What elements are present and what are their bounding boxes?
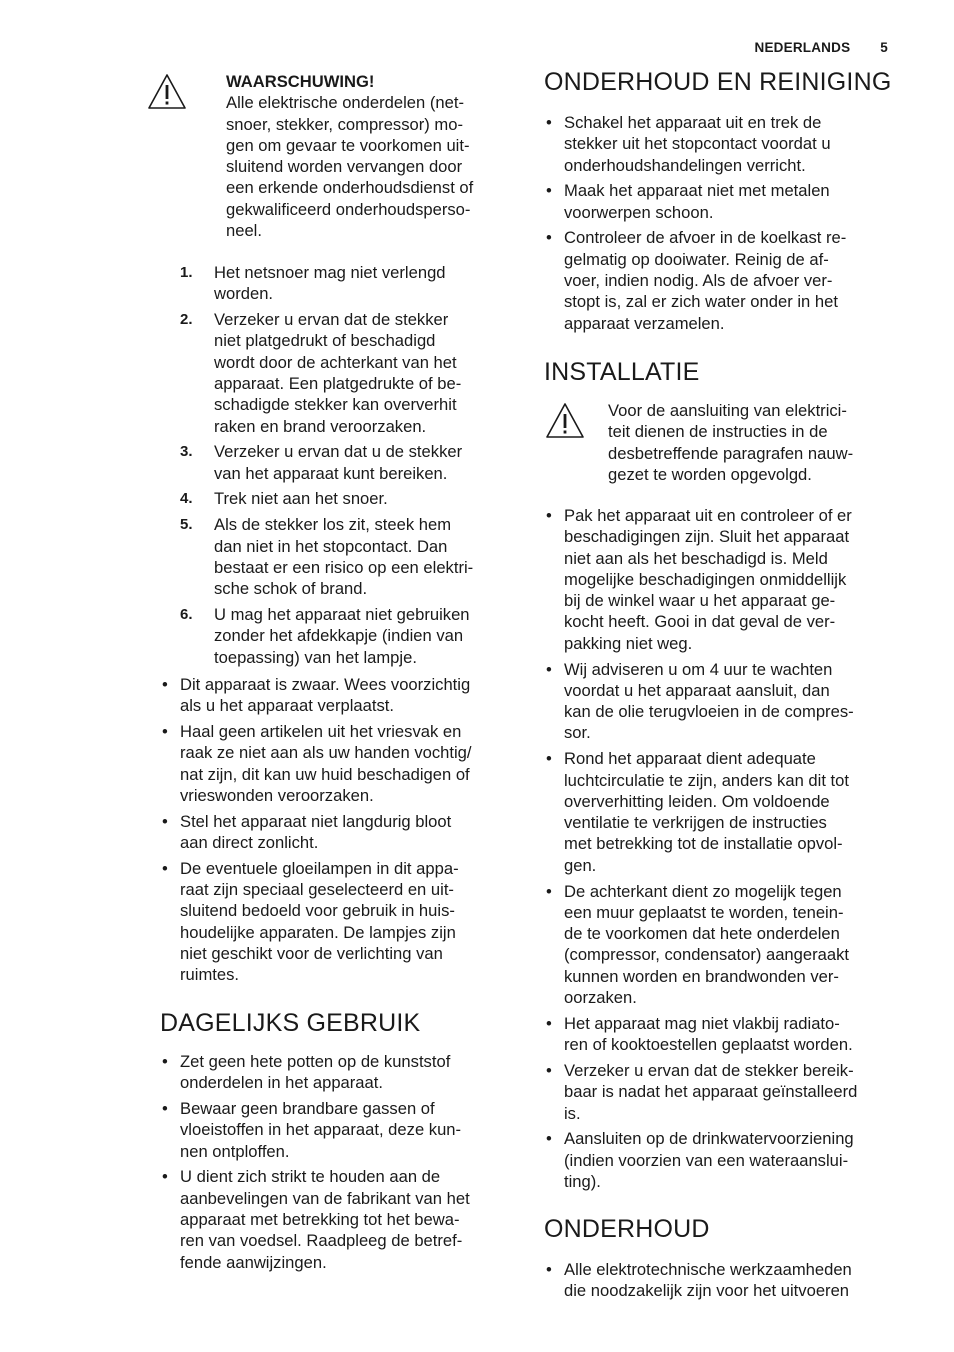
warning-text: [608, 400, 898, 485]
bullet-line: (compressor, condensator) aangeraakt: [564, 945, 850, 965]
warning-line: teit dienen de instructies in de: [608, 422, 828, 442]
warning-text: [226, 71, 526, 241]
item-number: 6.: [180, 605, 193, 623]
warning-title: WAARSCHUWING!: [226, 72, 375, 91]
bullet-line: een muur geplaatst te worden, tenein-: [564, 902, 844, 922]
bullet-item: [160, 858, 512, 986]
bullet-line: • Maak het apparaat niet met metalen: [564, 181, 830, 201]
bullet-line: • Dit apparaat is zwaar. Wees voorzichtig: [180, 675, 471, 694]
item-line: zonder het afdekkapje (indien van: [214, 626, 464, 646]
bullet-line: sor.: [564, 723, 591, 743]
item-line: worden.: [214, 284, 274, 304]
bullet-line: ren van voedsel. Raadpleeg de betref-: [180, 1231, 463, 1251]
bullet-line: • Alle elektrotechnische werkzaamheden: [564, 1260, 852, 1279]
bullet-item: [160, 721, 512, 806]
bullet-line: • Wij adviseren u om 4 uur te wachten: [564, 659, 833, 679]
bullet-line: vloeistoffen in het apparaat, deze kun-: [180, 1120, 462, 1140]
bullet-line: • Verzeker u ervan dat de stekker bereik-: [564, 1060, 854, 1080]
bullet-line: • Het apparaat mag niet vlakbij radiato-: [564, 1013, 840, 1033]
bullet-line: aanbevelingen van de fabrikant van het: [180, 1188, 470, 1208]
bullet-line: onderhoudshandelingen verricht.: [564, 155, 806, 175]
warning-line: gen om gevaar te voorkomen uit-: [226, 135, 470, 155]
warning-line: sluitend worden vervangen door: [226, 157, 463, 177]
item-number: 5.: [180, 516, 193, 534]
bullet-item: [160, 1098, 512, 1162]
warning-line: Alle elektrische onderdelen (net-: [226, 93, 464, 113]
warning-line: desbetreffende paragrafen nauw-: [608, 443, 854, 463]
bullet-line: vrieswonden veroorzaken.: [180, 785, 374, 805]
item-line: Verzeker u ervan dat de stekker: [214, 310, 449, 330]
bullet-item: [544, 1060, 900, 1124]
section-heading-onderhoud: ONDERHOUD: [544, 1215, 710, 1243]
item-number: 1.: [180, 264, 193, 281]
bullet-item: [544, 659, 900, 744]
bullet-line: gen.: [564, 855, 597, 875]
numbered-item: [180, 488, 510, 509]
bullet-line: • Controleer de afvoer in de koelkast re-: [564, 228, 847, 248]
item-number: 4.: [180, 490, 193, 508]
numbered-item: [180, 441, 510, 484]
bullet-line: aan direct zonlicht.: [180, 833, 319, 853]
bullet-item: [544, 1013, 900, 1056]
warning-line: neel.: [226, 221, 262, 241]
item-line: niet platgedrukt of beschadigd: [214, 331, 436, 351]
installatie-bullet-list: [544, 505, 900, 1197]
dagelijks-bullet-list: [160, 1051, 512, 1277]
item-line: bestaat er een risico op een elektri-: [214, 557, 474, 577]
warning-line: snoer, stekker, compressor) mo-: [226, 114, 463, 134]
bullet-line: gelmatig op dooiwater. Reinig de af-: [564, 249, 829, 269]
item-number: 3.: [180, 443, 193, 461]
numbered-item: [180, 262, 510, 305]
bullet-line: • Schakel het apparaat uit en trek de: [564, 113, 822, 132]
item-line: Het netsnoer mag niet verlengd: [214, 263, 446, 282]
bullet-line: • De eventuele gloeilampen in dit appa-: [180, 858, 459, 878]
item-line: schadigde stekker kan oververhit: [214, 395, 457, 415]
item-line: toepassing) van het lampje.: [214, 647, 417, 667]
bullet-line: • Pak het apparaat uit en controleer of er: [564, 506, 852, 525]
bullet-line: de te voorkomen dat hete onderdelen: [564, 924, 840, 944]
item-line: U mag het apparaat niet gebruiken: [214, 604, 470, 624]
item-line: dan niet in het stopcontact. Dan: [214, 536, 448, 556]
bullet-item: [544, 112, 900, 176]
bullet-item: [544, 881, 900, 1009]
section-heading-installatie: INSTALLATIE: [544, 358, 700, 386]
bullet-line: baar is nadat het apparaat geïnstalleerd: [564, 1082, 858, 1102]
bullet-line: kocht heeft. Gooi in dat geval de ver-: [564, 612, 836, 632]
bullet-line: raak ze niet aan als uw handen vochtig/: [180, 743, 472, 763]
bullet-line: voer, indien nodig. Als de afvoer ver-: [564, 271, 833, 291]
bullet-line: met betrekking tot de installatie opvol-: [564, 834, 843, 854]
bullet-item: [544, 227, 900, 333]
bullet-line: • Haal geen artikelen uit het vriesvak en: [180, 722, 462, 742]
bullet-line: niet aan als het beschadigd is. Meld: [564, 548, 828, 568]
warning-line: gekwalificeerd onderhoudsperso-: [226, 199, 471, 219]
bullet-item: [544, 748, 900, 876]
safety-bullet-list: [160, 674, 512, 990]
bullet-line: ventilatie te verkrijgen de instructies: [564, 813, 827, 833]
bullet-line: ting).: [564, 1171, 601, 1191]
page-header: [755, 40, 888, 55]
bullet-line: die noodzakelijk zijn voor het uitvoeren: [564, 1281, 850, 1301]
bullet-line: pakking niet weg.: [564, 633, 693, 653]
bullet-line: sluitend bedoeld voor gebruik in huis-: [180, 901, 455, 921]
warning-line: gezet te worden opgevolgd.: [608, 464, 812, 484]
bullet-item: [160, 811, 512, 854]
numbered-item: [180, 309, 510, 437]
bullet-line: voorwerpen schoon.: [564, 202, 714, 222]
bullet-line: bij de winkel waar u het apparaat ge-: [564, 591, 836, 611]
bullet-line: stekker uit het stopcontact voordat u: [564, 134, 831, 154]
warning-line: Voor de aansluiting van elektrici-: [608, 401, 847, 420]
bullet-item: [544, 505, 900, 654]
bullet-line: • Zet geen hete potten op de kunststof: [180, 1052, 451, 1071]
bullet-item: [544, 1259, 900, 1302]
warning-triangle-icon: [146, 72, 188, 112]
bullet-line: fende aanwijzingen.: [180, 1252, 327, 1272]
bullet-line: luchtcirculatie te zijn, anders kan dit tot: [564, 770, 850, 790]
item-line: sche schok of brand.: [214, 579, 368, 599]
bullet-line: oververhitting leiden. Om voldoende: [564, 791, 830, 811]
bullet-line: nen ontploffen.: [180, 1141, 290, 1161]
bullet-line: • Aansluiten op de drinkwatervoorziening: [564, 1129, 854, 1149]
item-line: apparaat. Een platgedrukte of be-: [214, 373, 462, 393]
bullet-line: als u het apparaat verplaatst.: [180, 696, 395, 716]
bullet-item: [544, 180, 900, 223]
item-line: Als de stekker los zit, steek hem: [214, 515, 452, 535]
item-line: Verzeker u ervan dat u de stekker: [214, 442, 463, 462]
bullet-line: beschadigingen zijn. Sluit het apparaat: [564, 527, 850, 547]
bullet-line: niet geschikt voor de verlichting van: [180, 944, 443, 964]
bullet-line: oorzaken.: [564, 988, 637, 1008]
bullet-item: [160, 1166, 512, 1272]
item-line: Trek niet aan het snoer.: [214, 489, 388, 509]
header-language: NEDERLANDS: [754, 40, 851, 55]
bullet-line: apparaat verzamelen.: [564, 313, 725, 333]
bullet-line: nat zijn, dit kan uw huid beschadigen of: [180, 764, 470, 784]
item-line: van het apparaat kunt bereiken.: [214, 463, 448, 483]
bullet-line: ren of kooktoestellen geplaatst worden.: [564, 1035, 853, 1055]
bullet-line: kan de olie terugvloeien in de compres-: [564, 702, 854, 722]
numbered-item: [180, 514, 510, 599]
bullet-item: [544, 1128, 900, 1192]
page-number: 5: [880, 40, 888, 55]
item-line: raken en brand veroorzaken.: [214, 416, 427, 436]
bullet-line: is.: [564, 1103, 581, 1123]
warning-triangle-icon: [544, 401, 586, 441]
bullet-line: houdelijke apparaten. De lampjes zijn: [180, 922, 456, 942]
numbered-item: [180, 604, 510, 668]
reiniging-bullet-list: [544, 112, 900, 338]
item-line: wordt door de achterkant van het: [214, 352, 457, 372]
bullet-line: • De achterkant dient zo mogelijk tegen: [564, 881, 842, 901]
item-number: 2.: [180, 311, 193, 329]
section-heading-onderhoud-reiniging: ONDERHOUD EN REINIGING: [544, 68, 892, 96]
bullet-line: (indien voorzien van een wateraanslui-: [564, 1150, 849, 1170]
bullet-line: • Bewaar geen brandbare gassen of: [180, 1099, 435, 1119]
onderhoud-bullet-list: [544, 1259, 900, 1306]
bullet-line: mogelijke beschadigingen onmiddellijk: [564, 569, 847, 589]
warning-line: een erkende onderhoudsdienst of: [226, 178, 474, 198]
bullet-item: [160, 1051, 512, 1094]
bullet-line: • Rond het apparaat dient adequate: [564, 749, 816, 769]
bullet-line: • Stel het apparaat niet langdurig bloot: [180, 811, 452, 831]
bullet-line: voordat u het apparaat aansluit, dan: [564, 680, 830, 700]
bullet-line: raat zijn speciaal geselecteerd en uit-: [180, 880, 454, 900]
bullet-line: • U dient zich strikt te houden aan de: [180, 1167, 441, 1187]
bullet-line: apparaat met betrekking tot het bewa-: [180, 1210, 460, 1230]
bullet-line: kunnen worden en brandwonden ver-: [564, 966, 839, 986]
bullet-item: [160, 674, 512, 717]
bullet-line: stopt is, zal er zich water onder in het: [564, 292, 838, 312]
section-heading-dagelijks: DAGELIJKS GEBRUIK: [160, 1009, 421, 1037]
bullet-line: onderdelen in het apparaat.: [180, 1073, 383, 1093]
numbered-list: [180, 262, 510, 672]
bullet-line: ruimtes.: [180, 965, 240, 985]
